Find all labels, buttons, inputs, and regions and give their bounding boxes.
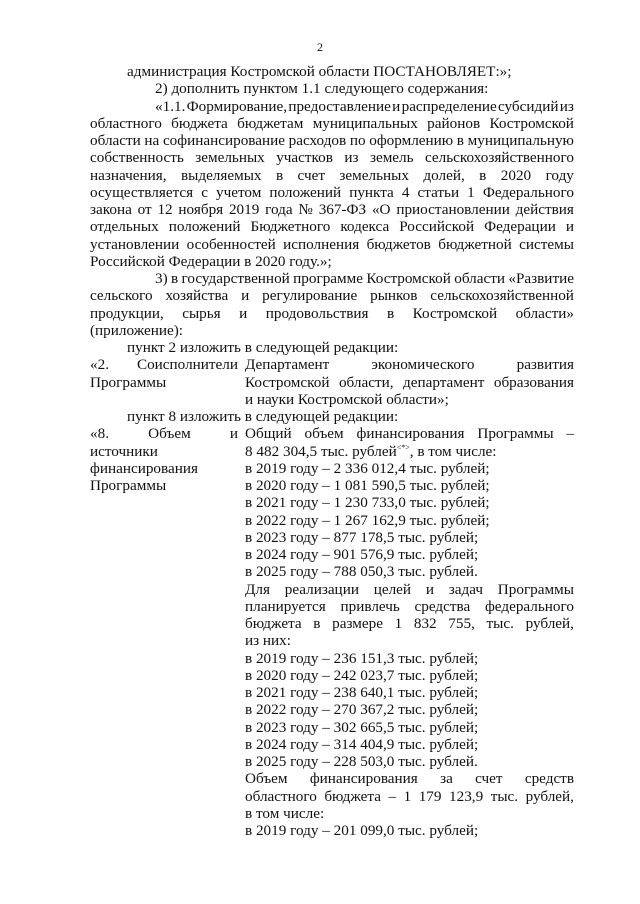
word: положений bbox=[269, 183, 342, 201]
word: бюджета bbox=[171, 114, 228, 132]
word: области bbox=[454, 270, 505, 287]
word: государственной bbox=[181, 270, 290, 287]
word: году bbox=[545, 166, 574, 184]
word: развития bbox=[516, 356, 574, 374]
federal-text bbox=[245, 598, 574, 615]
word: и bbox=[239, 304, 248, 322]
word: – bbox=[388, 787, 397, 805]
word: пункта bbox=[349, 183, 394, 201]
word: и bbox=[392, 97, 401, 115]
word: в bbox=[313, 615, 321, 632]
clause-line bbox=[90, 115, 574, 132]
word: Общий bbox=[245, 425, 292, 443]
word: участков bbox=[276, 149, 333, 167]
word: районов bbox=[427, 114, 481, 132]
word: и bbox=[241, 287, 250, 305]
word: 179 bbox=[418, 787, 442, 805]
word: субсидий bbox=[498, 97, 559, 115]
word: федерального bbox=[484, 597, 574, 615]
table-cell-left: источники bbox=[90, 442, 158, 460]
word: действия bbox=[515, 201, 574, 218]
word: области bbox=[90, 132, 141, 149]
word: в bbox=[387, 304, 395, 322]
word: регулирование bbox=[262, 287, 358, 305]
word: назначения, bbox=[90, 166, 167, 184]
word: кодекса bbox=[340, 218, 390, 236]
year-amount: в 2025 году – 788 050,3 тыс. рублей. bbox=[245, 563, 478, 581]
word: Бюджетного bbox=[250, 218, 331, 236]
footnote-marker: <*> bbox=[396, 442, 410, 452]
word: 12 bbox=[157, 201, 173, 218]
word: размере bbox=[332, 615, 383, 632]
year-amount: в 2022 году – 1 267 162,9 тыс. рублей; bbox=[245, 511, 490, 529]
word: экономического bbox=[371, 356, 475, 374]
word: Для bbox=[245, 580, 270, 598]
word: расходов bbox=[288, 132, 347, 149]
clause-line bbox=[155, 98, 574, 115]
word: закона bbox=[90, 201, 132, 218]
regional-text: в том числе: bbox=[245, 804, 325, 822]
word: 3) bbox=[155, 270, 168, 287]
word: продовольствия bbox=[265, 304, 369, 322]
word: области, bbox=[338, 373, 394, 391]
word: сельского bbox=[90, 287, 153, 305]
word: 1 bbox=[394, 615, 403, 632]
word: года bbox=[265, 201, 293, 218]
word: № bbox=[298, 201, 313, 218]
regional-text bbox=[245, 788, 574, 805]
word: отдельных bbox=[90, 218, 159, 236]
word: планируется bbox=[245, 597, 326, 615]
word: средства bbox=[414, 597, 471, 615]
word: из bbox=[559, 97, 574, 115]
word: Федерации bbox=[484, 218, 556, 236]
year-amount: в 2019 году – 236 151,3 тыс. рублей; bbox=[245, 649, 479, 667]
clause-line bbox=[90, 218, 574, 235]
word: образования bbox=[493, 373, 574, 391]
word: земельных bbox=[339, 166, 409, 184]
word: Программы bbox=[477, 425, 554, 443]
word: тыс. bbox=[490, 787, 519, 805]
word: бюджетной bbox=[438, 235, 512, 253]
word: приостановлении bbox=[396, 201, 510, 218]
clause-line bbox=[90, 305, 574, 322]
word: и bbox=[229, 425, 238, 443]
word: в bbox=[456, 132, 464, 149]
clause-line bbox=[90, 201, 574, 218]
word: бюджетам bbox=[237, 114, 304, 132]
word: Российской bbox=[399, 218, 475, 236]
word: собственность bbox=[90, 149, 184, 167]
word: в bbox=[479, 166, 487, 184]
word: «1.1. bbox=[155, 97, 186, 115]
word: с bbox=[201, 183, 208, 201]
word: области» bbox=[515, 304, 574, 322]
table-cell-left: Программы bbox=[90, 477, 167, 494]
word: распределение bbox=[401, 97, 497, 115]
word: бюджета bbox=[324, 787, 381, 805]
word: системы bbox=[519, 235, 574, 253]
clause-line: (приложение): bbox=[90, 321, 184, 339]
word: за bbox=[440, 770, 453, 788]
word: по bbox=[349, 132, 366, 149]
word: бюджета bbox=[245, 615, 302, 632]
word: привлечь bbox=[340, 597, 400, 615]
word: муниципальных bbox=[312, 114, 418, 132]
word: Костромской bbox=[412, 304, 498, 322]
word: программе bbox=[293, 270, 363, 287]
word: задач bbox=[448, 580, 484, 598]
word: сырья bbox=[182, 304, 221, 322]
word: средств bbox=[524, 770, 574, 788]
word: финансирования bbox=[309, 770, 418, 788]
point-intro: пункт 8 изложить в следующей редакции: bbox=[127, 408, 399, 425]
table-cell-left: Программы bbox=[90, 373, 167, 391]
word: 832 bbox=[413, 615, 437, 632]
table-cell-left bbox=[90, 356, 238, 373]
federal-text bbox=[245, 615, 574, 632]
table-cell-right bbox=[245, 356, 574, 373]
word: долей, bbox=[423, 166, 465, 184]
word: тыс. bbox=[486, 615, 514, 632]
clause-line: Российской Федерации в 2020 году.»; bbox=[90, 252, 332, 270]
word: финансирования bbox=[356, 425, 465, 443]
word: Программы bbox=[497, 580, 574, 598]
word: выделяемых bbox=[180, 166, 262, 184]
word: особенностей bbox=[186, 235, 276, 253]
word: Объем bbox=[148, 425, 191, 443]
word: осуществляется bbox=[90, 183, 194, 201]
word: и bbox=[425, 580, 434, 598]
word: в bbox=[275, 166, 284, 184]
word: учетом bbox=[216, 183, 262, 201]
table-cell-right: и науки Костромской области»; bbox=[245, 390, 449, 408]
word: сельскохозяйственной bbox=[430, 287, 574, 305]
total-amount: 8 482 304,5 тыс. рублей bbox=[245, 442, 397, 460]
table-cell-left bbox=[90, 425, 238, 442]
word: департамент bbox=[402, 373, 485, 391]
word: хозяйства bbox=[165, 287, 229, 305]
clause-line bbox=[90, 184, 574, 201]
year-amount: в 2023 году – 302 665,5 тыс. рублей; bbox=[245, 718, 479, 736]
federal-text: из них: bbox=[245, 632, 291, 650]
word: 2020 bbox=[500, 166, 532, 184]
word: Департамент bbox=[245, 356, 330, 374]
year-amount: в 2019 году – 201 099,0 тыс. рублей; bbox=[245, 822, 479, 839]
word: Объем bbox=[245, 770, 288, 788]
table-cell-right bbox=[245, 374, 574, 391]
word: 2019 bbox=[228, 201, 260, 218]
word: земельных bbox=[195, 149, 265, 167]
word: областного bbox=[245, 787, 317, 805]
clause-line bbox=[155, 270, 574, 287]
total-suffix: , в том числе: bbox=[409, 442, 497, 460]
word: от bbox=[137, 201, 152, 218]
word: рынков bbox=[370, 287, 418, 305]
regional-text bbox=[245, 770, 574, 787]
word: продукции, bbox=[90, 304, 164, 322]
word: положений bbox=[168, 218, 241, 236]
year-amount: в 2019 году – 2 336 012,4 тыс. рублей; bbox=[245, 459, 490, 477]
table-cell-left: финансирования bbox=[90, 459, 198, 477]
word: 755, bbox=[448, 615, 475, 632]
year-amount: в 2020 году – 242 023,7 тыс. рублей; bbox=[245, 666, 479, 684]
word: счет bbox=[475, 770, 503, 788]
clause-line bbox=[90, 149, 574, 166]
word: реализации bbox=[284, 580, 359, 598]
word: рублей, bbox=[525, 615, 574, 632]
word: «О bbox=[371, 201, 391, 218]
financing-total bbox=[245, 425, 574, 442]
word: рублей, bbox=[525, 787, 574, 805]
word: статьи bbox=[417, 183, 460, 201]
word: ноября bbox=[178, 201, 224, 218]
word: – bbox=[566, 425, 574, 443]
clause-line bbox=[90, 236, 574, 253]
word: «Развитие bbox=[508, 270, 574, 287]
word: 1 bbox=[467, 183, 475, 201]
clause-line bbox=[90, 287, 574, 304]
word: «8. bbox=[90, 425, 109, 443]
word: Костромской bbox=[366, 270, 451, 287]
year-amount: в 2021 году – 1 230 733,0 тыс. рублей; bbox=[245, 494, 490, 512]
year-amount: в 2021 году – 238 640,1 тыс. рублей; bbox=[245, 684, 479, 701]
year-amount: в 2024 году – 314 404,9 тыс. рублей; bbox=[245, 735, 479, 753]
word: в bbox=[171, 270, 179, 287]
word: 123,9 bbox=[449, 787, 484, 805]
word: целей bbox=[373, 580, 412, 598]
word: из bbox=[344, 149, 359, 167]
federal-text bbox=[245, 581, 574, 598]
word: 367-ФЗ bbox=[318, 201, 367, 218]
word: и bbox=[565, 218, 574, 236]
word: Соисполнители bbox=[136, 356, 238, 374]
clause-line bbox=[90, 167, 574, 184]
word: исполнения bbox=[283, 235, 360, 253]
word: бюджетов bbox=[366, 235, 431, 253]
word: 4 bbox=[401, 183, 410, 201]
word: софинансирование bbox=[162, 132, 286, 149]
year-amount: в 2024 году – 901 576,9 тыс. рублей; bbox=[245, 546, 479, 563]
paragraph-line: 2) дополнить пунктом 1.1 следующего содержания: bbox=[155, 80, 489, 98]
word: оформлению bbox=[369, 132, 454, 149]
word: сельскохозяйственного bbox=[425, 149, 574, 167]
word: объем bbox=[304, 425, 344, 443]
word: земель bbox=[369, 149, 414, 167]
financing-total-amount bbox=[245, 443, 497, 460]
year-amount: в 2020 году – 1 081 590,5 тыс. рублей; bbox=[245, 477, 490, 494]
year-amount: в 2025 году – 228 503,0 тыс. рублей. bbox=[245, 753, 478, 770]
word: Костромской bbox=[489, 114, 574, 132]
word: Федерального bbox=[482, 183, 574, 201]
page-number: 2 bbox=[317, 40, 323, 54]
word: Формирование, bbox=[186, 97, 288, 115]
paragraph-line: администрация Костромской области ПОСТАНОВЛЯЕТ:»; bbox=[127, 63, 512, 80]
word: Костромской bbox=[245, 373, 330, 391]
clause-line bbox=[90, 132, 574, 149]
word: муниципальную bbox=[467, 132, 574, 149]
year-amount: в 2023 году – 877 178,5 тыс. рублей; bbox=[245, 528, 479, 546]
point-intro: пункт 2 изложить в следующей редакции: bbox=[127, 339, 399, 356]
word: на bbox=[144, 132, 160, 149]
word: областного bbox=[90, 114, 162, 132]
year-amount: в 2022 году – 270 367,2 тыс. рублей; bbox=[245, 701, 479, 719]
word: 1 bbox=[403, 787, 412, 805]
word: предоставление bbox=[288, 97, 391, 115]
word: «2. bbox=[90, 356, 109, 374]
word: установлении bbox=[90, 235, 180, 253]
word: счет bbox=[297, 166, 325, 184]
